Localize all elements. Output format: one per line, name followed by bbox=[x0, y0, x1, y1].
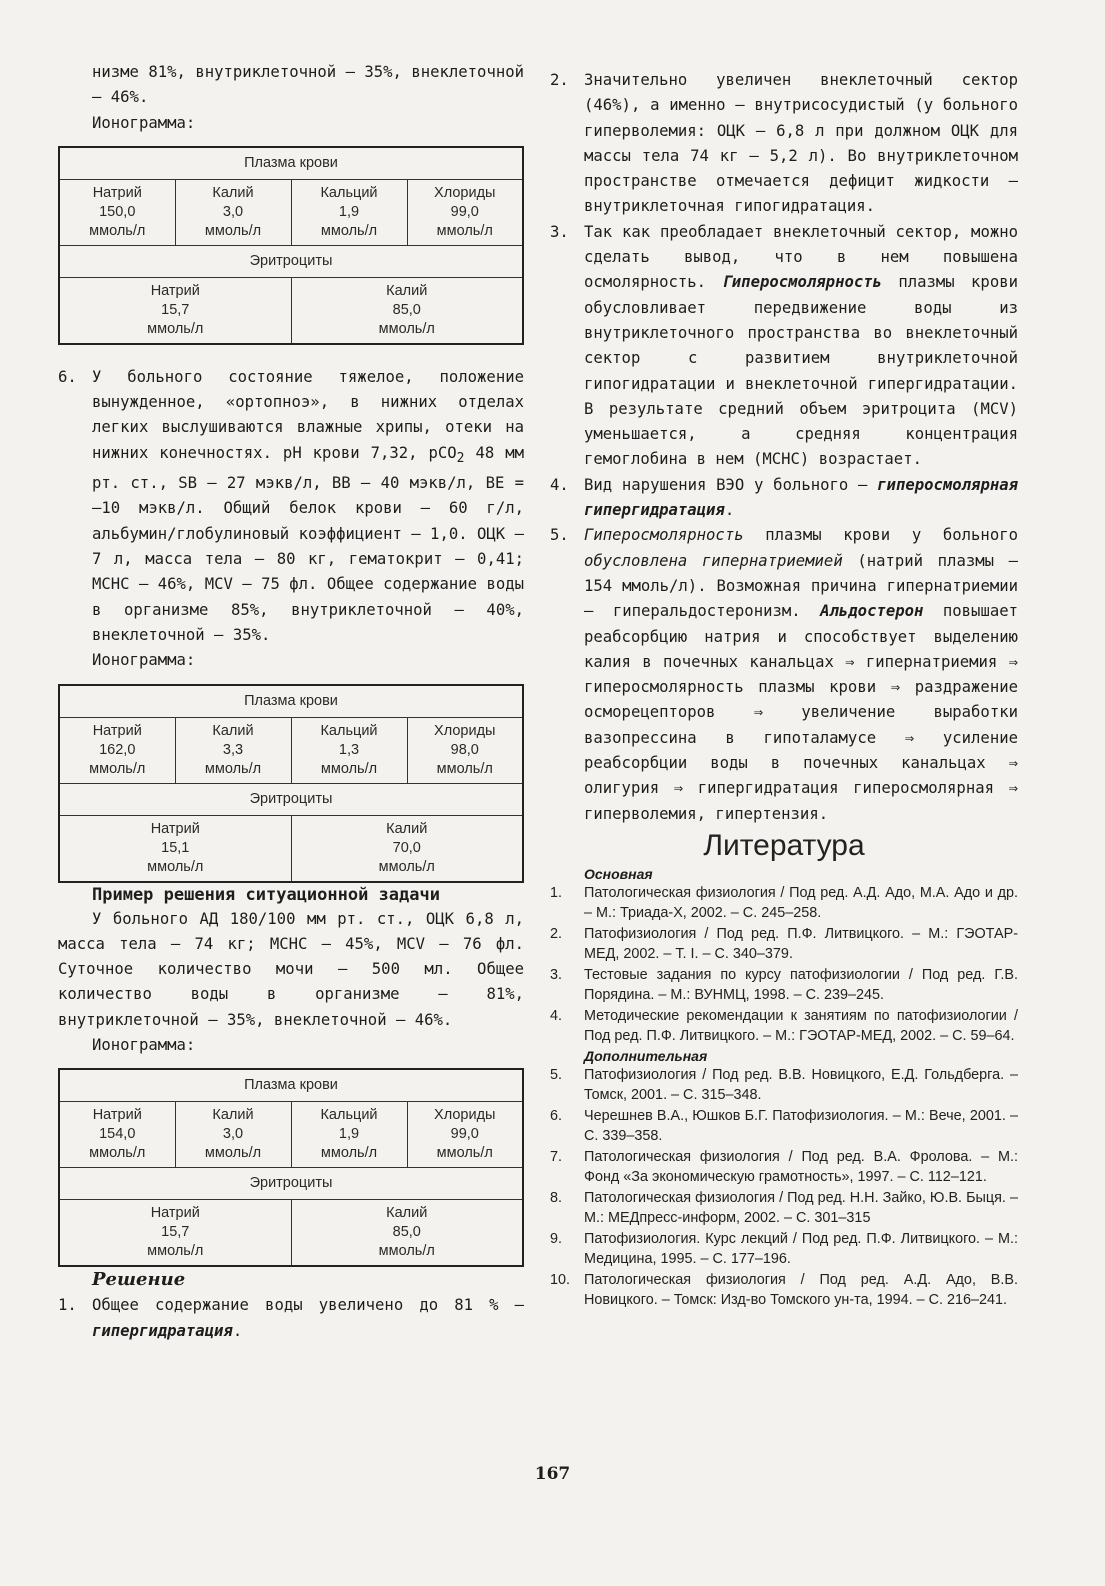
ion-name: Кальций bbox=[320, 184, 378, 201]
ion-name: Калий bbox=[386, 1205, 428, 1222]
ion-value: 150,0 bbox=[99, 203, 136, 220]
reference-item bbox=[550, 883, 1018, 924]
ion-unit: ммоль/л bbox=[147, 1243, 204, 1260]
ion-name: Натрий bbox=[150, 1205, 200, 1222]
reference-number: 3. bbox=[550, 966, 563, 983]
ion-unit: ммоль/л bbox=[204, 1145, 262, 1162]
solution-item-1 bbox=[58, 1293, 524, 1344]
item-number: 3. bbox=[550, 222, 569, 241]
reference-item bbox=[550, 1147, 1018, 1188]
plasma-cell bbox=[291, 179, 407, 245]
plasma-header: Плазма крови bbox=[59, 685, 523, 718]
references-main-list bbox=[550, 883, 1018, 1047]
ion-value: 1,3 bbox=[338, 741, 360, 758]
literature-main-subheading: Основная bbox=[584, 865, 653, 882]
reference-item bbox=[550, 1065, 1018, 1106]
solution-item-5 bbox=[550, 523, 1018, 827]
ion-value: 15,1 bbox=[161, 839, 190, 856]
ion-name: Кальций bbox=[320, 1107, 378, 1124]
ion-name: Натрий bbox=[92, 184, 142, 201]
ion-unit: ммоль/л bbox=[436, 1145, 493, 1162]
reference-item bbox=[550, 1229, 1018, 1270]
plasma-cell bbox=[407, 1102, 523, 1168]
reference-number: 5. bbox=[550, 1066, 563, 1083]
reference-text: Патофизиология / Под ред. В.В. Новицкого, Е.Д. Гольдберга. – Томск, 2001. – С. 315–348. bbox=[584, 1066, 1018, 1104]
ionogram-table-1 bbox=[58, 146, 524, 345]
solution-item-2 bbox=[550, 68, 1018, 220]
reference-text: Патологическая физиология / Под ред. Н.Н. Зайко, Ю.В. Быця. – М.: МЕДпресс-информ, 2002. – С. 301–315 bbox=[584, 1189, 1018, 1227]
plasma-cell bbox=[291, 717, 407, 783]
plasma-cell bbox=[175, 1102, 291, 1168]
solution-heading: Решение bbox=[92, 1269, 186, 1291]
ion-name: Натрий bbox=[150, 282, 200, 299]
item-number: 5. bbox=[550, 526, 569, 545]
italic-term: Гиперосмолярность bbox=[584, 526, 744, 545]
plasma-cell bbox=[59, 717, 175, 783]
item-text-part: . bbox=[232, 1321, 243, 1340]
erythrocyte-cell bbox=[291, 1200, 523, 1267]
ionogram-label: Ионограмма: bbox=[92, 1036, 196, 1055]
ion-value: 1,9 bbox=[338, 1126, 360, 1143]
ion-unit: ммоль/л bbox=[320, 222, 378, 239]
ion-value: 98,0 bbox=[450, 741, 479, 758]
ion-value: 3,0 bbox=[222, 1126, 244, 1143]
ion-name: Калий bbox=[386, 282, 428, 299]
ion-value: 1,9 bbox=[338, 203, 360, 220]
erythrocytes-header: Эритроциты bbox=[59, 783, 523, 815]
emphasis: Альдостерон bbox=[820, 602, 924, 621]
solution-item-3 bbox=[550, 220, 1018, 473]
ion-value: 154,0 bbox=[99, 1126, 136, 1143]
reference-item bbox=[550, 924, 1018, 965]
ion-unit: ммоль/л bbox=[378, 858, 435, 875]
reference-text: Патологическая физиология / Под ред. А.Д. Адо, М.А. Адо и др. – М.: Триада-Х, 2002. – С. 245–258. bbox=[584, 884, 1018, 922]
plasma-cell bbox=[175, 179, 291, 245]
reference-text: Патофизиология. Курс лекций / Под ред. П.Ф. Литвицкого. – М.: Медицина, 1995. – С. 177–196. bbox=[584, 1230, 1018, 1268]
erythrocyte-cell bbox=[59, 1200, 291, 1267]
ionogram-table-2 bbox=[58, 684, 524, 883]
ion-unit: ммоль/л bbox=[89, 760, 146, 777]
ion-name: Хлориды bbox=[434, 722, 496, 739]
item-text-part: плазмы крови у больного bbox=[743, 526, 1018, 545]
plasma-header: Плазма крови bbox=[59, 147, 523, 180]
reference-item bbox=[550, 1188, 1018, 1229]
ion-unit: ммоль/л bbox=[89, 1145, 146, 1162]
ion-unit: ммоль/л bbox=[89, 222, 146, 239]
ion-unit: ммоль/л bbox=[147, 858, 204, 875]
reference-number: 6. bbox=[550, 1107, 563, 1124]
item-text-part: . bbox=[724, 501, 735, 520]
example-heading: Пример решения ситуационной задачи bbox=[92, 884, 440, 905]
item-text bbox=[92, 365, 524, 648]
ion-name: Натрий bbox=[92, 1107, 142, 1124]
reference-item bbox=[550, 1270, 1018, 1311]
erythrocyte-cell bbox=[59, 277, 291, 344]
plasma-cell bbox=[291, 1102, 407, 1168]
item-number: 6. bbox=[58, 367, 77, 386]
item-text bbox=[584, 523, 1018, 827]
example-paragraph: У больного АД 180/100 мм рт. ст., ОЦК 6,8 л, масса тела — 74 кг; MCHC — 45%, MCV — 76 фл. Суточное количество мочи — 500 мл. Общее количество воды в организме — 81%, внутриклеточной — 35%, внеклеточной — 46%. bbox=[58, 909, 524, 1029]
intro-paragraph: низме 81%, внутриклеточной — 35%, внеклеточной — 46%. bbox=[92, 63, 524, 107]
ion-unit: ммоль/л bbox=[147, 320, 204, 337]
erythrocyte-cell bbox=[291, 277, 523, 344]
item-text-part: Общее содержание воды увеличено до 81 % — bbox=[92, 1296, 524, 1315]
literature-extra-subheading: Дополнительная bbox=[584, 1047, 708, 1064]
item-text-part: (натрий плазмы — 154 ммоль/л). Возможная причина гипернатриемии — гиперальдостеронизм. bbox=[584, 551, 1018, 621]
emphasis: гипергидратация bbox=[92, 1321, 233, 1340]
item-text bbox=[584, 473, 1018, 524]
left-column bbox=[58, 60, 524, 1344]
emphasis: Гиперосмолярность bbox=[722, 273, 883, 292]
ion-value: 85,0 bbox=[392, 1224, 421, 1241]
references-extra-list bbox=[550, 1065, 1018, 1311]
plasma-cell bbox=[407, 717, 523, 783]
reference-number: 4. bbox=[550, 1007, 563, 1024]
item-text bbox=[92, 1293, 524, 1344]
reference-text: Черешнев В.А., Юшков Б.Г. Патофизиология. – М.: Вече, 2001. – С. 339–358. bbox=[584, 1107, 1018, 1145]
ion-unit: ммоль/л bbox=[320, 760, 378, 777]
item-text-part: Вид нарушения ВЭО у больного — bbox=[584, 475, 878, 494]
reference-number: 7. bbox=[550, 1148, 563, 1165]
ionogram-label: Ионограмма: bbox=[92, 113, 196, 132]
plasma-header: Плазма крови bbox=[59, 1069, 523, 1102]
ion-unit: ммоль/л bbox=[204, 760, 262, 777]
ion-unit: ммоль/л bbox=[378, 1243, 435, 1260]
reference-number: 10. bbox=[550, 1271, 571, 1288]
reference-number: 8. bbox=[550, 1189, 563, 1206]
ion-name: Кальций bbox=[320, 722, 378, 739]
task-item-6 bbox=[58, 365, 524, 648]
reference-item bbox=[550, 1006, 1018, 1047]
item-text bbox=[584, 220, 1018, 473]
ion-name: Натрий bbox=[150, 820, 200, 837]
ion-unit: ммоль/л bbox=[436, 760, 493, 777]
erythrocyte-cell bbox=[59, 815, 291, 882]
right-column bbox=[550, 68, 1018, 1311]
reference-text: Тестовые задания по курсу патофизиологии / Под ред. Г.В. Порядина. – М.: ВУНМЦ, 1998. – С. 239–245. bbox=[584, 966, 1018, 1004]
item-text-part: повышает реабсорбцию натрия и способствует выделению калия в почечных канальцах ⇒ гипернатриемия ⇒ гиперосмолярность плазмы крови ⇒ раздражение осморецепторов ⇒ увеличение выработки вазопрессина в гипоталамусе ⇒ усиление реабсорбции воды в почечных канальцах ⇒ олигурия ⇒ гипергидратация гиперосмолярная ⇒ гиперволемия, гипертензия. bbox=[584, 602, 1018, 823]
item-text: Значительно увеличен внеклеточный сектор (46%), а именно — внутрисосудистый (у больного гиперволемия: ОЦК — 6,8 л при должном ОЦК для массы тела 74 кг — 5,2 л). Во внутриклеточном пространстве отмечается дефицит жидкости – внутриклеточная гипогидратация. bbox=[584, 71, 1018, 216]
reference-text: Методические рекомендации к занятиям по патофизиологии / Под ред. П.Ф. Литвицкого. – М.: ГЭОТАР-МЕД, 2002. – С. 59–64. bbox=[584, 1007, 1018, 1045]
ion-value: 15,7 bbox=[161, 1224, 190, 1241]
reference-number: 2. bbox=[550, 925, 563, 942]
ion-value: 70,0 bbox=[392, 839, 421, 856]
plasma-cell bbox=[59, 1102, 175, 1168]
ion-name: Калий bbox=[212, 184, 254, 201]
ion-name: Калий bbox=[212, 1107, 254, 1124]
item-number: 2. bbox=[550, 71, 569, 89]
plasma-cell bbox=[59, 179, 175, 245]
reference-item bbox=[550, 965, 1018, 1006]
solution-item-4 bbox=[550, 473, 1018, 524]
ion-unit: ммоль/л bbox=[436, 222, 493, 239]
ion-value: 162,0 bbox=[99, 741, 136, 758]
reference-text: Патофизиология / Под ред. П.Ф. Литвицкого. – М.: ГЭОТАР-МЕД, 2002. – Т. I. – С. 340–379. bbox=[584, 925, 1018, 963]
ion-name: Калий bbox=[212, 722, 254, 739]
literature-heading: Литература bbox=[703, 828, 865, 862]
reference-number: 1. bbox=[550, 884, 563, 901]
ion-value: 3,3 bbox=[222, 741, 244, 758]
item-text-part: плазмы крови обусловливает передвижение воды из внутриклеточного пространства во внеклеточный сектор с развитием внутриклеточной гипогидратации и внеклеточной гипергидратации. В результате средний объем эритроцита (MCV) уменьшается, а средняя концентрация гемоглобина в нем (MCHC) возрастает. bbox=[584, 273, 1018, 469]
ion-name: Натрий bbox=[92, 722, 142, 739]
ion-name: Хлориды bbox=[434, 1107, 496, 1124]
subscript: 2 bbox=[456, 450, 465, 466]
ionogram-table-3 bbox=[58, 1068, 524, 1267]
reference-text: Патологическая физиология / Под ред. В.А. Фролова. – М.: Фонд «За экономическую грамотность», 1997. – С. 112–121. bbox=[584, 1148, 1018, 1186]
reference-item bbox=[550, 1106, 1018, 1147]
ion-value: 15,7 bbox=[161, 301, 190, 318]
ion-name: Хлориды bbox=[434, 184, 496, 201]
ion-unit: ммоль/л bbox=[204, 222, 262, 239]
ionogram-label: Ионограмма: bbox=[92, 651, 196, 670]
erythrocytes-header: Эритроциты bbox=[59, 245, 523, 277]
erythrocytes-header: Эритроциты bbox=[59, 1168, 523, 1200]
ion-value: 99,0 bbox=[450, 203, 479, 220]
item-number: 4. bbox=[550, 475, 569, 494]
item-text-part: 48 мм рт. ст., SB — 27 мэкв/л, BB — 40 мэкв/л, BE = –10 мэкв/л. Общий белок крови — 60 г/л, альбумин/глобулиновый коэффициент — 1,0. ОЦК — 7 л, масса тела — 80 кг, гематокрит — 0,41; MCHC — 46%, MCV — 75 фл. Общее содержание воды в организме 85%, внутриклеточной — 40%, внеклеточной — 35%. bbox=[92, 443, 524, 644]
item-text-part: У больного состояние тяжелое, положение вынужденное, «ортопноэ», в нижних отделах легких выслушиваются влажные хрипы, отеки на нижних конечностях. pH крови 7,32, pCO bbox=[92, 367, 524, 462]
ion-name: Калий bbox=[386, 820, 428, 837]
item-number: 1. bbox=[58, 1296, 77, 1315]
emphasis: гиперосмолярная гипергидратация bbox=[584, 475, 1018, 520]
ion-value: 3,0 bbox=[222, 203, 244, 220]
page-number: 167 bbox=[534, 1464, 571, 1484]
plasma-cell bbox=[407, 179, 523, 245]
ion-unit: ммоль/л bbox=[320, 1145, 378, 1162]
plasma-cell bbox=[175, 717, 291, 783]
ion-value: 99,0 bbox=[450, 1126, 479, 1143]
ion-unit: ммоль/л bbox=[378, 320, 435, 337]
reference-text: Патологическая физиология / Под ред. А.Д. Адо, В.В. Новицкого. – Томск: Изд-во Томского ун-та, 1994. – С. 216–241. bbox=[584, 1271, 1018, 1309]
reference-number: 9. bbox=[550, 1230, 563, 1247]
italic-term: обусловлена гипернатриемией bbox=[584, 551, 843, 570]
ion-value: 85,0 bbox=[392, 301, 421, 318]
erythrocyte-cell bbox=[291, 815, 523, 882]
item-text-part: Так как преобладает внеклеточный сектор, можно сделать вывод, что в нем повышена осмолярность. bbox=[584, 222, 1018, 292]
